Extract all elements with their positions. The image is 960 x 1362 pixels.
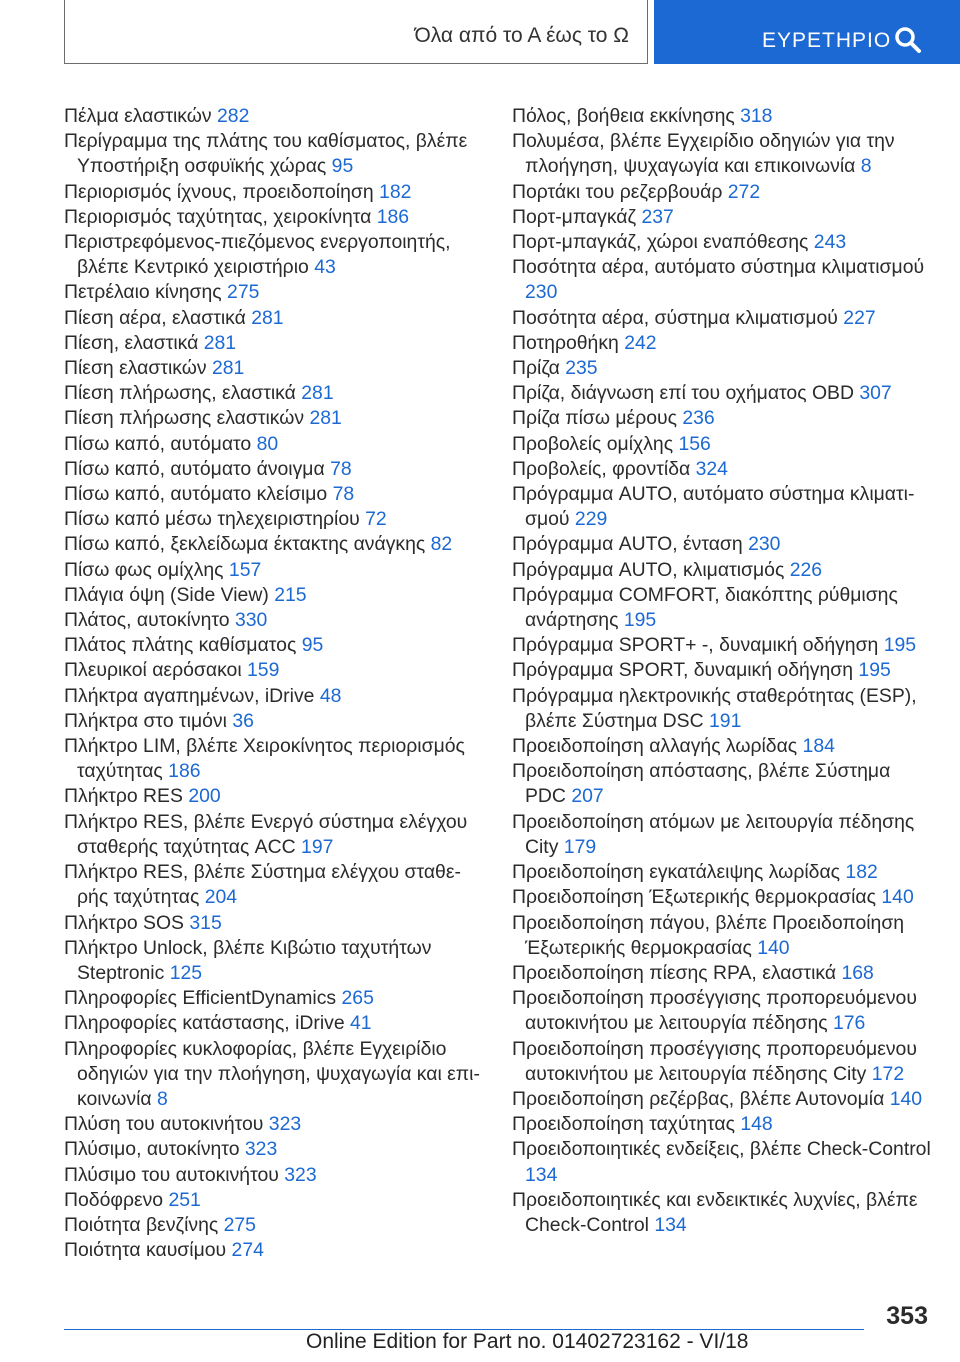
page-link[interactable]: 226 [789,558,823,581]
index-entry [64,734,484,784]
index-column-right [512,104,932,1238]
entry-text: Πετρέλαιο κίνησης [64,281,222,304]
index-entry [64,860,484,910]
page-link[interactable]: 95 [301,634,324,657]
entry-text: Πρόγραμμα AUTO, ένταση [512,533,743,556]
page-link[interactable]: 191 [709,709,742,732]
entry-text: Προβολείς, φροντίδα [512,457,691,480]
page-link[interactable]: 8 [860,155,872,178]
entry-text: Πίσω καπό, ξεκλείδωμα έκτακτης ανάγκης [64,533,426,556]
page-link[interactable]: 36 [232,709,254,732]
page-link[interactable]: 251 [168,1188,201,1211]
index-entry [64,381,484,406]
page-link[interactable]: 281 [203,331,237,354]
index-entry [64,1188,484,1213]
page-link[interactable]: 237 [641,205,674,228]
entry-text: Πέλμα ελαστικών [64,105,212,127]
page-link[interactable]: 48 [319,684,342,707]
page-link[interactable]: 230 [748,533,781,556]
page-link[interactable]: 307 [859,382,892,405]
entry-text: Προειδοποίηση απόστασης, βλέπε Σύστημα PDC [512,760,891,808]
index-entry [64,129,484,179]
entry-text: Πορτ-μπαγκάζ [512,205,637,228]
index-entry [64,205,484,230]
index-entry [64,230,484,280]
index-entry [64,1213,484,1238]
entry-text: Ποσότητα αέρα, σύστημα κλιματισμού [512,306,838,329]
page-link[interactable]: 215 [274,583,307,606]
index-entry [512,1037,932,1087]
footer [0,1329,960,1362]
index-entry [512,230,932,255]
index-entry [64,558,484,583]
index-entry [512,457,932,482]
entry-text: Ποιότητα καυσίμου [64,1239,227,1262]
index-entry [512,684,932,734]
index-entry [512,633,932,658]
page-link[interactable]: 235 [565,357,598,380]
entry-text: Περιορισμός ίχνους, προειδοποίηση [64,180,374,203]
page-link[interactable]: 229 [574,508,608,531]
index-entry [64,709,484,734]
entry-text: Πρίζα πίσω μέρους [512,407,677,430]
entry-text: Προειδοποίηση ατόμων με λειτουργία πέδησης City [512,810,915,858]
page-number: 353 [886,1302,928,1330]
entry-text: Πολυμέσα, βλέπε Εγχειρίδιο οδηγιών για την πλοήγηση, ψυχαγωγία και επικοινωνία [512,130,895,178]
index-entry [64,1163,484,1188]
index-entry [64,583,484,608]
chapter-title: Όλα από το Α έως το Ω [414,24,629,47]
page-link[interactable]: 281 [211,357,245,380]
index-entry [64,356,484,381]
index-entry [64,986,484,1011]
edition-text: Online Edition for Part no. 01402723162 - VI/18 [306,1330,749,1353]
page-link[interactable]: 182 [845,861,878,884]
page-link[interactable]: 182 [379,180,412,203]
index-label: ΕΥΡΕΤΗΡΙΟ [762,29,892,52]
entry-text: Πληροφορίες κατάστασης, iDrive [64,1012,345,1035]
index-entry [512,1188,932,1238]
entry-text: Ποσότητα αέρα, αυτόματο σύστημα κλιματισμού [512,256,925,279]
index-entry [512,532,932,557]
index-entry [64,1037,484,1113]
entry-text: Προειδοποίηση ταχύτητας [512,1113,735,1136]
page-link[interactable]: 156 [678,432,711,455]
index-entry [64,406,484,431]
entry-text: Πίεση, ελαστικά [64,331,199,354]
page-link[interactable]: 265 [341,987,374,1010]
index-entry [64,658,484,683]
page-link[interactable]: 274 [231,1239,264,1262]
page-link[interactable]: 323 [244,1138,278,1161]
entry-text: Πρίζα, διάγνωση επί του οχήματος OBD [512,382,854,405]
page-link[interactable]: 282 [217,105,250,127]
page-link[interactable]: 157 [228,558,262,581]
entry-text: Πρόγραμμα SPORT, δυναμική οδήγηση [512,659,854,682]
entry-text: Πλήκτρα στο τιμόνι [64,709,227,732]
entry-text: Προειδοποίηση πίεσης RPA, ελαστικά [512,961,837,984]
entry-text: Πίσω καπό μέσω τηλεχειριστηρίου [64,508,360,531]
index-entry [512,381,932,406]
entry-text: Πλήκτρο Unlock, βλέπε Κιβώτιο ταχυτήτων Steptronic [64,936,432,984]
page-link[interactable]: 236 [682,407,715,430]
index-entry [512,331,932,356]
page-link[interactable]: 324 [695,457,728,480]
entry-text: Πίεση πλήρωσης ελαστικών [64,407,305,430]
index-entry [512,1087,932,1112]
entry-text: Πρόγραμμα AUTO, κλιματισμός [512,558,785,581]
page-link[interactable]: 281 [251,306,284,329]
page-link[interactable]: 78 [332,483,355,506]
index-entry [64,810,484,860]
index-entry [512,1137,932,1187]
index-entry [64,331,484,356]
index-entry [64,532,484,557]
page-link[interactable]: 172 [871,1062,905,1085]
page-link[interactable]: 275 [227,281,260,304]
entry-text: Πίεση πλήρωσης, ελαστικά [64,382,296,405]
entry-text: Προβολείς ομίχλης [512,432,674,455]
entry-text: Προειδοποίηση εγκατάλειψης λωρίδας [512,861,841,884]
page-link[interactable]: 78 [330,457,352,480]
page-link[interactable]: 330 [234,609,268,632]
index-entry [64,911,484,936]
chapter-tab[interactable] [64,0,648,64]
index-entry [512,1112,932,1137]
page-link[interactable]: 281 [301,382,334,405]
index-entry [512,432,932,457]
entry-text: Πλήκτρο SOS [64,911,184,934]
index-entry [512,406,932,431]
page-link[interactable]: 184 [802,735,835,758]
entry-text: Πλύσιμο, αυτοκίνητο [64,1138,240,1161]
index-entry [64,104,484,129]
entry-text: Προειδοποιητικές ενδείξεις, βλέπε Check-Control [512,1138,931,1161]
index-entry [512,986,932,1036]
entry-text: Ποτηροθήκη [512,331,619,354]
entry-text: Πλύσιμο του αυτοκινήτου [64,1163,279,1186]
entry-text: Πίσω καπό, αυτόματο [64,432,252,455]
index-entry [512,558,932,583]
index-entry [512,734,932,759]
page-link[interactable]: 8 [157,1087,168,1110]
page-link[interactable]: 82 [430,533,453,556]
page-link[interactable]: 148 [740,1113,773,1136]
index-entry [512,180,932,205]
page-link[interactable]: 323 [284,1163,317,1186]
index-entry [512,129,932,179]
page-link[interactable]: 41 [350,1012,372,1035]
page-link[interactable]: 195 [623,609,657,632]
entry-text: Ποδόφρενο [64,1188,164,1211]
entry-text: Πλύση του αυτοκινήτου [64,1113,264,1136]
index-entry [64,306,484,331]
index-column-left [64,104,484,1263]
index-entry [512,911,932,961]
index-tab[interactable] [654,0,960,64]
entry-text: Προειδοποίηση προσέγγισης προπορευόμενου αυτοκινήτου με λειτουργία πέδησης City [512,1037,917,1085]
index-entry [64,180,484,205]
page-link[interactable]: 186 [376,205,410,228]
index-entry [512,306,932,331]
index-entry [64,1011,484,1036]
page-link[interactable]: 275 [223,1213,256,1236]
page-link[interactable]: 179 [563,835,597,858]
entry-text: Προειδοποιητικές και ενδεικτικές λυχνίες, βλέπε Check-Control [512,1188,918,1236]
page-link[interactable]: 186 [168,760,201,783]
page-link[interactable]: 272 [727,180,761,203]
entry-text: Προειδοποίηση ρεζέρβας, βλέπε Αυτονομία [512,1087,885,1110]
entry-text: Πληροφορίες EfficientDynamics [64,987,337,1010]
index-entry [512,482,932,532]
index-entry [512,583,932,633]
entry-text: Περίγραμμα της πλάτης του καθίσματος, βλέπε Υποστήριξη οσφυϊκής χώρας [64,130,468,178]
index-entry [512,860,932,885]
index-entry [64,280,484,305]
page-link[interactable]: 323 [268,1113,302,1136]
index-entry [64,457,484,482]
page-link[interactable]: 242 [624,331,657,354]
page-link[interactable]: 204 [204,886,238,909]
page-link[interactable]: 168 [841,961,874,984]
entry-text: Ποιότητα βενζίνης [64,1213,219,1236]
page-link[interactable]: 207 [571,785,604,808]
page-link[interactable]: 315 [189,911,222,934]
index-entry [512,104,932,129]
entry-text: Πρόγραμμα ηλεκτρονικής σταθερότητας (ESP), βλέπε Σύστημα DSC [512,684,917,732]
entry-text: Πλάτος, αυτοκίνητο [64,609,230,632]
entry-text: Πόλος, βοήθεια εκκίνησης [512,105,735,127]
index-entry [512,961,932,986]
page-link[interactable]: 72 [365,508,387,531]
entry-text: Πίεση ελαστικών [64,357,207,380]
entry-text: Πλήκτρο LIM, βλέπε Χειροκίνητος περιορισμός ταχύτητας [64,735,465,783]
entry-text: Πληροφορίες κυκλοφορίας, βλέπε Εγχειρίδιο οδηγιών για την πλοήγηση, ψυχαγωγία και επικοινωνία [64,1037,480,1110]
index-entry [64,507,484,532]
index-entry [64,608,484,633]
page-link[interactable]: 140 [881,886,914,909]
page-link[interactable]: 140 [889,1087,923,1110]
entry-text: Πρόγραμμα COMFORT, διακόπτης ρύθμισης ανάρτησης [512,583,898,632]
index-entry [64,482,484,507]
entry-text: Πορτάκι του ρεζερβουάρ [512,180,723,203]
index-entry [64,1112,484,1137]
entry-text: Πρόγραμμα SPORT+ -, δυναμική οδήγηση [512,634,879,657]
entry-text: Πίσω φως ομίχλης [64,558,224,581]
entry-text: Πλευρικοί αερόσακοι [64,659,242,682]
index-entry [64,936,484,986]
entry-text: Προειδοποίηση πάγου, βλέπε Προειδοποίηση Έξωτερικής θερμοκρασίας [512,911,905,959]
page-link[interactable]: 159 [247,659,280,682]
index-entry [512,356,932,381]
index-entry [64,784,484,809]
page-link[interactable]: 140 [757,936,790,959]
entry-text: Πρόγραμμα AUTO, αυτόματο σύστημα κλιματισμού [512,483,915,531]
index-entry [512,205,932,230]
index-entry [512,759,932,809]
page-link[interactable]: 43 [314,256,336,279]
page-link[interactable]: 200 [188,785,221,808]
entry-text: Πίσω καπό, αυτόματο κλείσιμο [64,483,328,506]
entry-text: Πλήκτρο RES, βλέπε Ενεργό σύστημα ελέγχου σταθερής ταχύτητας ACC [64,810,468,858]
page-link[interactable]: 318 [740,105,773,127]
entry-text: Πλάγια όψη (Side View) [64,583,269,606]
page-link[interactable]: 195 [858,659,891,682]
page-link[interactable]: 230 [525,281,558,304]
entry-text: Περιστρεφόμενος-πιεζόμενος ενεργοποιητής, βλέπε Κεντρικό χειριστήριο [64,231,451,279]
page-link[interactable]: 197 [301,835,334,858]
page-link[interactable]: 195 [883,634,917,657]
index-entry [512,658,932,683]
entry-text: Πλάτος πλάτης καθίσματος [64,634,297,657]
page-link[interactable]: 134 [525,1163,558,1186]
index-entry [64,1238,484,1263]
entry-text: Προειδοποίηση αλλαγής λωρίδας [512,735,798,758]
page-link[interactable]: 243 [813,231,847,254]
index-entry [512,255,932,305]
entry-text: Πλήκτρο RES, βλέπε Σύστημα ελέγχου σταθερής ταχύτητας [64,861,461,909]
search-icon[interactable] [893,25,923,55]
index-entry [512,810,932,860]
page-link[interactable]: 80 [256,432,279,455]
entry-text: Περιορισμός ταχύτητας, χειροκίνητα [64,205,372,228]
entry-text: Πλήκτρο RES [64,785,183,808]
page-link[interactable]: 281 [309,407,342,430]
index-entry [64,684,484,709]
page-link[interactable]: 176 [832,1012,866,1035]
page-link[interactable]: 125 [169,961,203,984]
page-link[interactable]: 134 [654,1213,687,1236]
index-entry [64,1137,484,1162]
entry-text: Προειδοποίηση Έξωτερικής θερμοκρασίας [512,886,876,909]
index-entry [64,633,484,658]
page-link[interactable]: 95 [331,155,354,178]
entry-text: Πρίζα [512,357,560,380]
index-entry [512,885,932,910]
page-link[interactable]: 227 [843,306,876,329]
entry-text: Πορτ-μπαγκάζ, χώροι εναπόθεσης [512,231,809,254]
index-entry [64,432,484,457]
entry-text: Προειδοποίηση προσέγγισης προπορευόμενου αυτοκινήτου με λειτουργία πέδησης [512,987,917,1035]
entry-text: Πίσω καπό, αυτόματο άνοιγμα [64,457,325,480]
entry-text: Πλήκτρα αγαπημένων, iDrive [64,684,315,707]
entry-text: Πίεση αέρα, ελαστικά [64,306,246,329]
